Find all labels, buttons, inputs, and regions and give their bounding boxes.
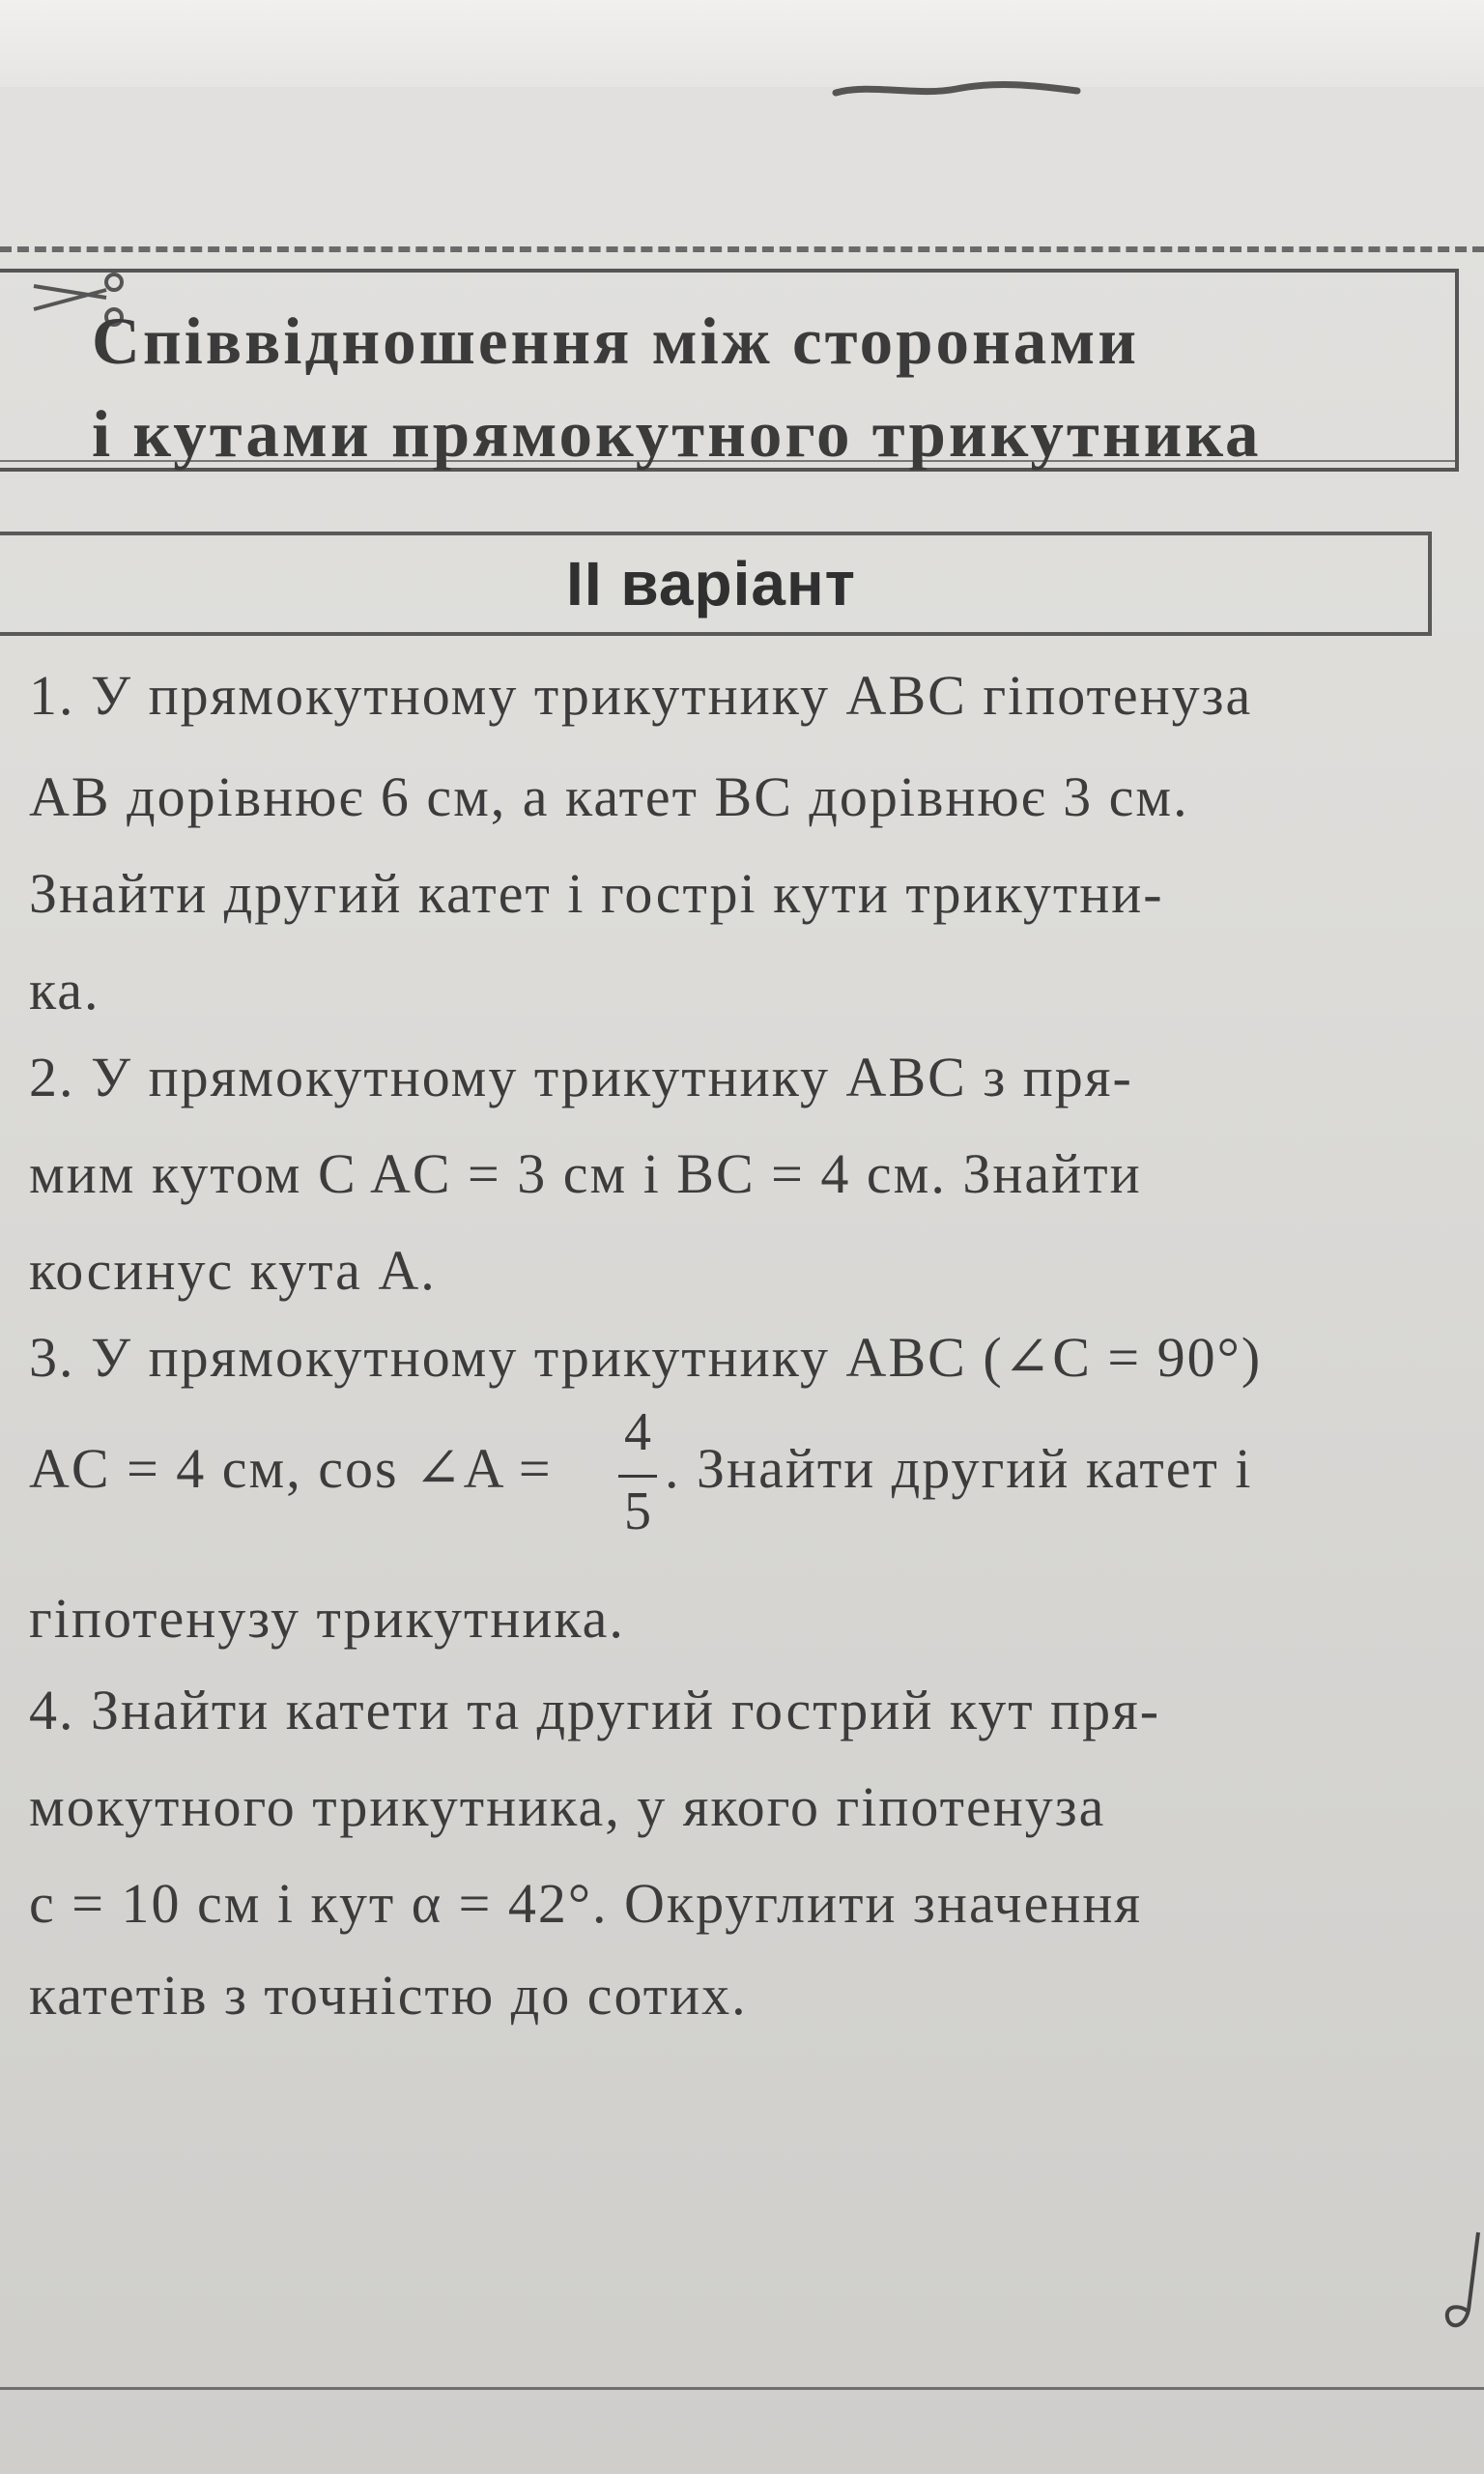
problem-3-line-2-start: AC = 4 см, cos ∠A = [29,1437,553,1500]
fraction-denominator: 5 [624,1482,651,1541]
problem-2-line-3: косинус кута A. [29,1239,437,1302]
torn-paper-mark [831,79,1082,102]
dashed-cut-line [0,246,1484,252]
problem-4-line-2: мокутного трикутника, у якого гіпотенуза [29,1775,1106,1838]
problem-2-line-1: 2. У прямокутному трикутнику ABC з пря- [29,1046,1133,1108]
problem-1-line-2: AB дорівнює 6 см, а катет BC дорівнює 3 см. [29,765,1189,828]
problem-4-line-4: катетів з точністю до сотих. [29,1964,748,2027]
variant-header [0,532,1432,636]
problem-3-line-3: гіпотенузу трикутника. [29,1587,625,1650]
problem-3-line-2-end: . Знайти другий катет і [665,1437,1253,1500]
problem-4-line-1: 4. Знайти катети та другий гострий кут пря- [29,1679,1161,1741]
fraction-bar [618,1475,657,1478]
problem-1-line-3: Знайти другий катет і гострі кути трикутни- [29,862,1164,925]
problem-4-line-3: c = 10 см і кут α = 42°. Округлити значення [29,1872,1143,1935]
paper-top-edge [0,0,1484,87]
page-title [92,295,1444,480]
problem-1-line-4: ка. [29,959,100,1021]
problem-3-line-1: 3. У прямокутному трикутнику ABC (∠C = 90°) [29,1326,1263,1389]
variant-label: II варіант [566,549,856,618]
bottom-divider [0,2387,1484,2390]
title-line-2: і кутами прямокутного трикутника [92,397,1262,471]
fraction-numerator: 4 [624,1402,651,1462]
problem-1-line-1: 1. У прямокутному трикутнику ABC гіпотенуза [29,664,1253,727]
title-line-1: Співвідношення між сторонами [92,304,1140,378]
problem-2-line-2: мим кутом C AC = 3 см і BC = 4 см. Знайти [29,1142,1142,1205]
pen-mark [1440,2223,1484,2339]
